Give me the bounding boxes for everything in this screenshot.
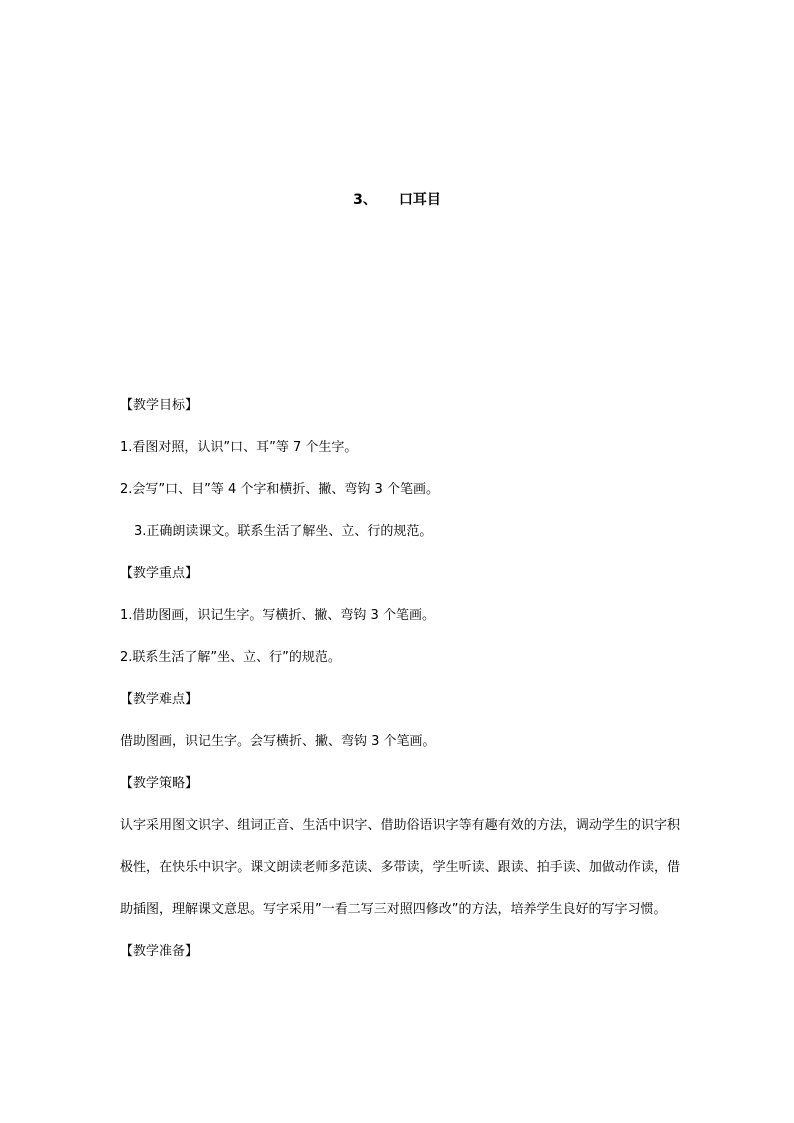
goal-item-1: 1.看图对照，认识”口、耳”等 7 个生字。 [120, 440, 358, 455]
preparation-heading: 【教学准备】 [120, 944, 199, 959]
difficulties-heading: 【教学难点】 [120, 692, 199, 707]
goals-heading: 【教学目标】 [120, 398, 199, 413]
difficulties-text: 借助图画，识记生字。会写横折、撇、弯钩 3 个笔画。 [120, 734, 436, 749]
key-point-item-2: 2.联系生活了解”坐、立、行”的规范。 [120, 650, 341, 665]
strategy-paragraph: 认字采用图文识字、组词正音、生活中识字、借助俗语识字等有趣有效的方法，调动学生的识字积极性，在快乐中识字。课文朗读老师多范读、多带读，学生听读、跟读、拍手读、加做动作读，借助插图，理解课文意思。写字采用”一看二写三对照四修改”的方法，培养学生良好的写字习惯。 [120, 818, 680, 917]
goal-item-3: 3.正确朗读课文。联系生活了解坐、立、行的规范。 [134, 524, 433, 539]
goal-item-2: 2.会写”口、目”等 4 个字和横折、撇、弯钩 3 个笔画。 [120, 482, 439, 497]
key-point-item-1: 1.借助图画，识记生字。写横折、撇、弯钩 3 个笔画。 [120, 608, 435, 623]
lesson-title [0, 190, 794, 210]
strategy-heading: 【教学策略】 [120, 776, 199, 791]
lesson-plan-body [120, 396, 680, 984]
lesson-name: 口耳目 [398, 192, 441, 208]
lesson-number: 3、 [353, 192, 377, 208]
key-points-heading: 【教学重点】 [120, 566, 199, 581]
